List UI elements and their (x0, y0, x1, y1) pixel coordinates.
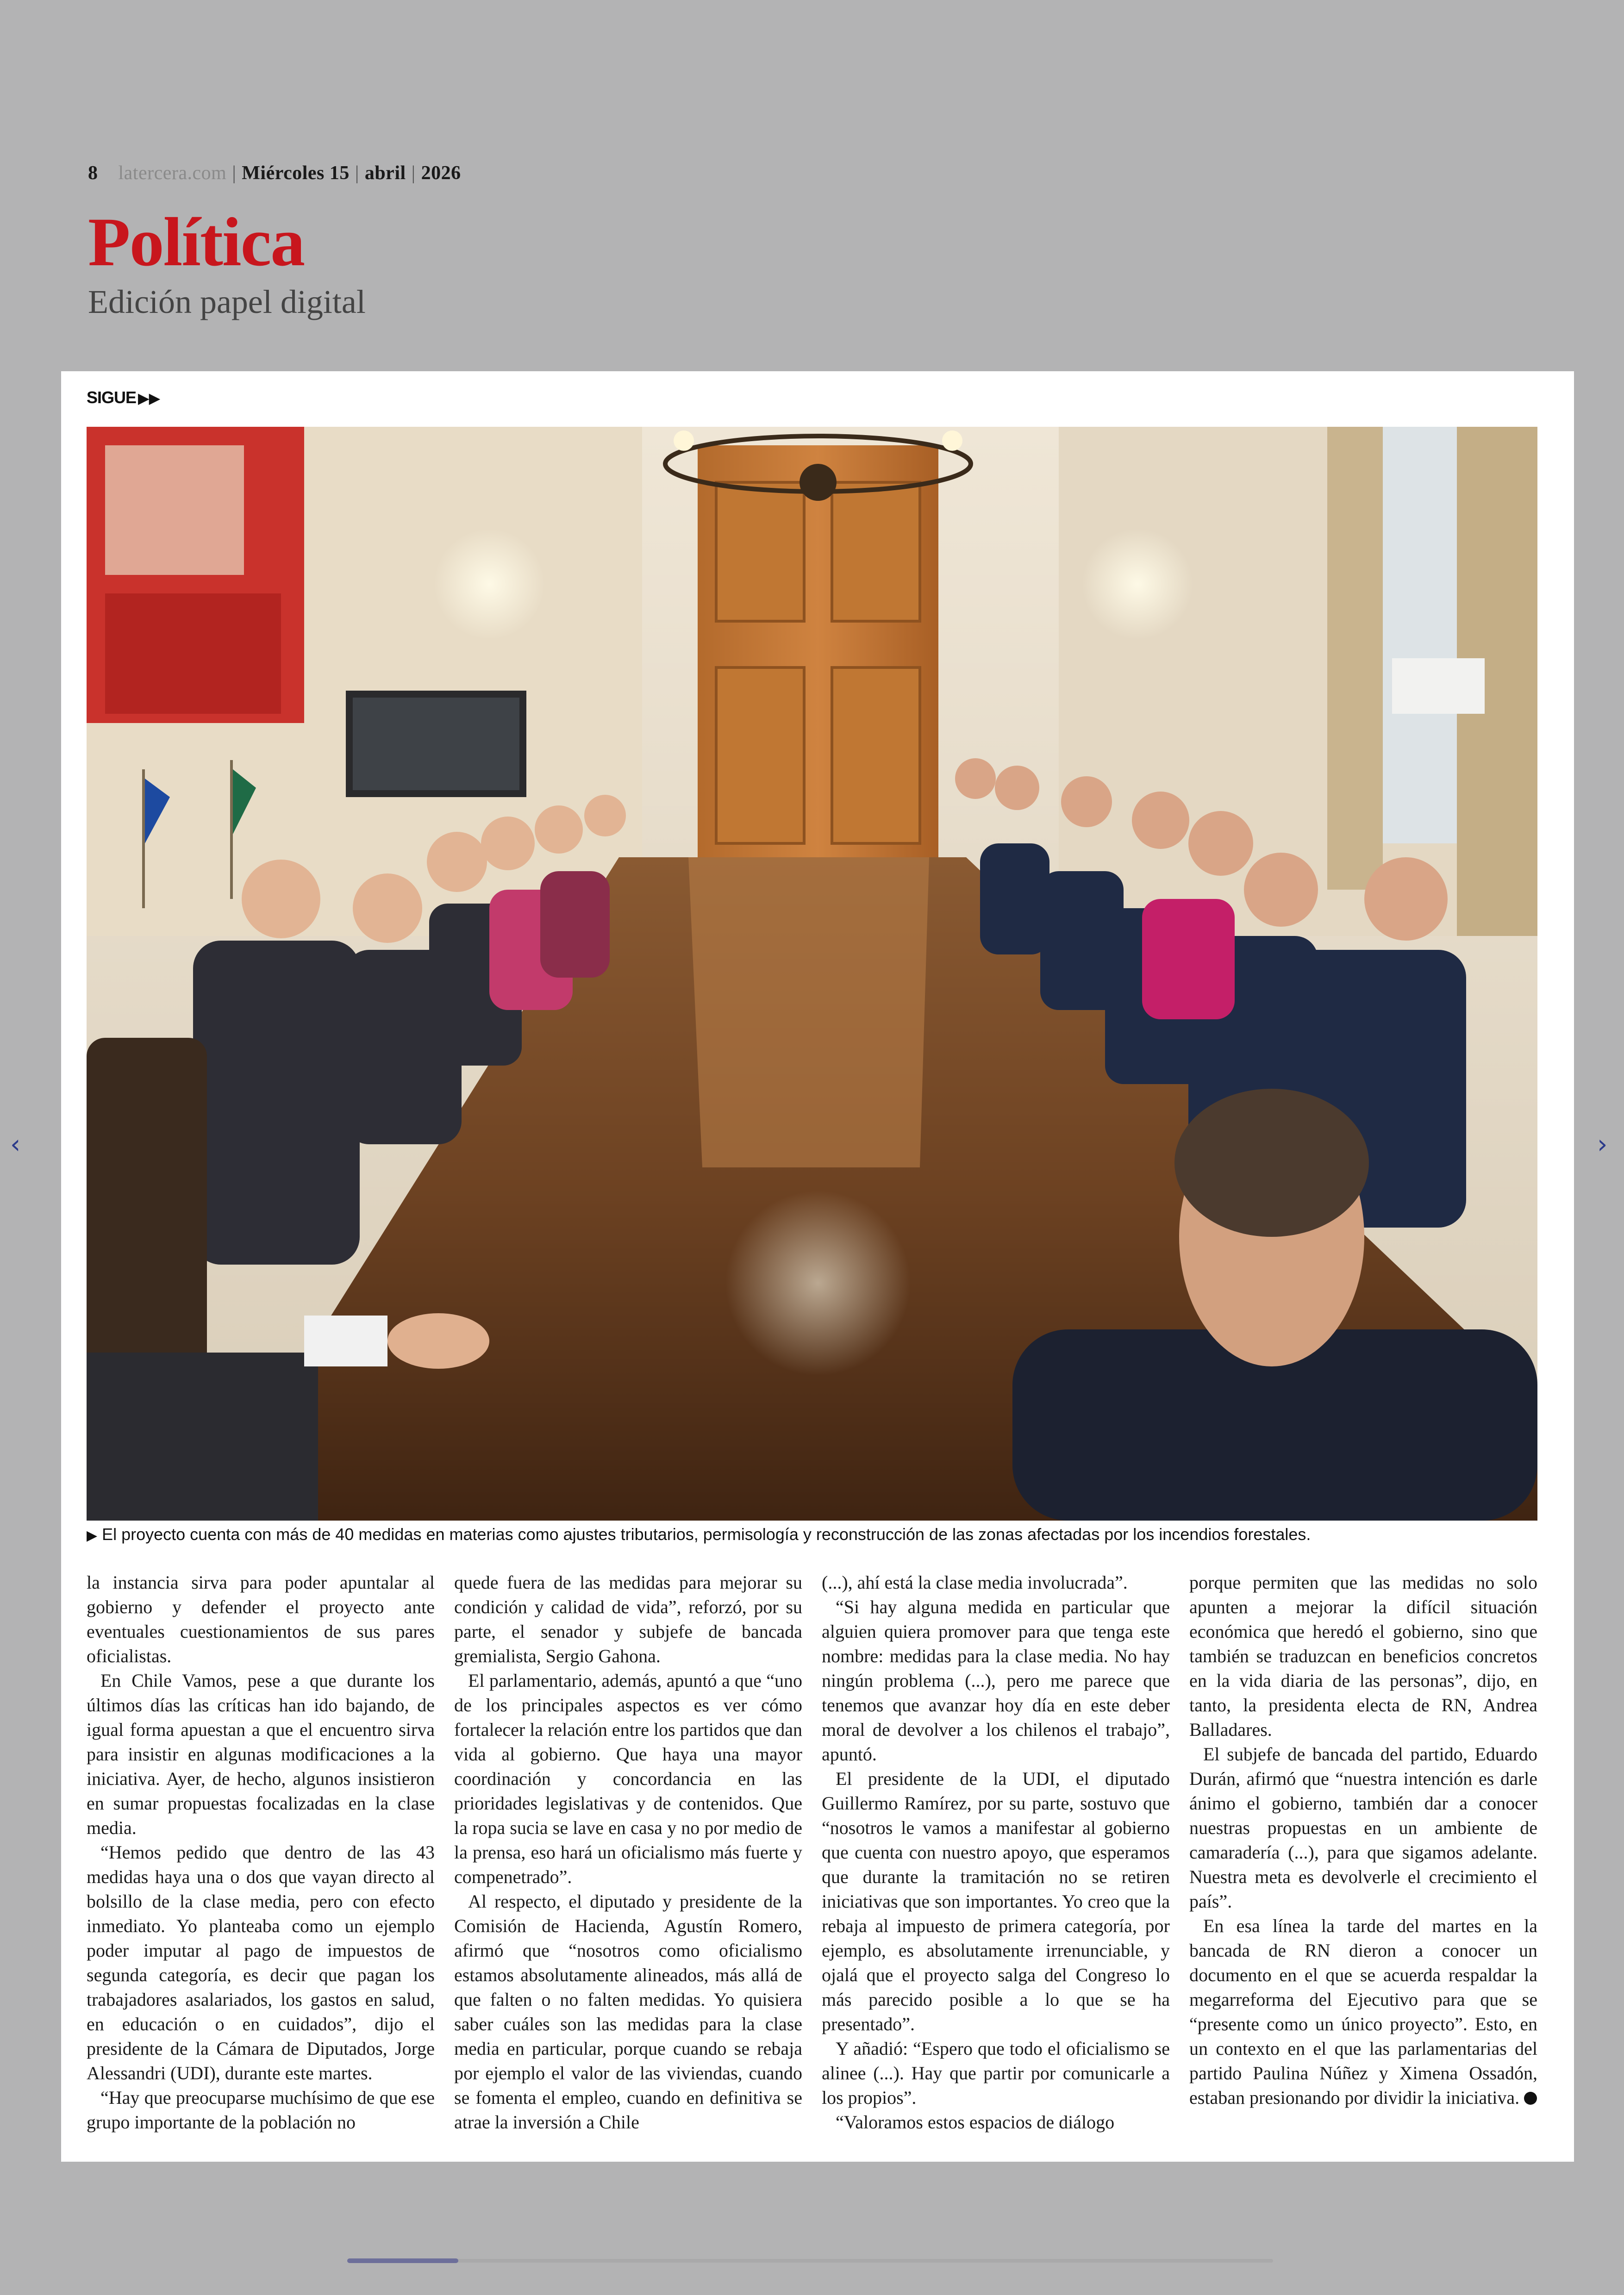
paragraph: (...), ahí está la clase media involucrada”. (822, 1572, 1128, 1593)
paragraph: “Valoramos estos espacios de diálogo (836, 2112, 1115, 2133)
newspaper-page (61, 371, 1574, 2162)
page-scrollbar-track[interactable] (347, 2259, 1273, 2263)
masthead (88, 162, 461, 318)
paragraph: “Hemos pedido que dentro de las 43 medidas haya una o dos que vayan directo al bolsillo de la clase media, pero con efecto inmediato. Yo planteaba como un ejemplo poder imputar al pago de impuestos de segunda categoría, es decir que pagan los trabajadores asalariados, los gastos en salud, en educación o en cuidados”, dijo el presidente de la Cámara de Diputados, Jorge Alessandri (UDI), durante este martes. (87, 1842, 435, 2083)
date-month: abril (364, 162, 406, 184)
end-of-article-icon (1524, 2092, 1537, 2105)
double-arrow-icon: ▶▶ (138, 390, 160, 406)
date-weekday: Miércoles 15 (242, 162, 350, 184)
paragraph: “Si hay alguna medida en particular que alguien quiera promover para que tenga este nombre: medidas para la clase media. No hay ningún problema (...), pero me parece que tenemos que avanzar hoy día en este deber moral de devolver a los chilenos el trabajo”, apuntó. (822, 1597, 1170, 1765)
paragraph: quede fuera de las medidas para mejorar su condición y calidad de vida”, reforzó, por su parte, el senador y subjefe de bancada gremialista, Sergio Gahona. (454, 1572, 802, 1666)
meeting-photo (87, 427, 1537, 1521)
paragraph: “Hay que preocuparse muchísimo de que ese grupo importante de la población no (87, 2087, 435, 2133)
article-body (87, 1570, 1537, 2135)
page-scrollbar-thumb[interactable] (347, 2258, 458, 2263)
continuation-label: SIGUE ▶▶ (87, 388, 160, 407)
prev-page-button[interactable]: ‹ (10, 1129, 21, 1160)
paragraph: Y añadió: “Espero que todo el oficialismo se alinee (...). Hay que partir por comunicarle a los propios”. (822, 2038, 1170, 2108)
edition-subtitle: Edición papel digital (88, 283, 366, 320)
next-page-button[interactable]: › (1597, 1129, 1608, 1160)
article-column-4 (1189, 1570, 1537, 2110)
article-column-2 (454, 1570, 802, 2134)
dateline: 8 latercera.com | Miércoles 15 | abril | 2026 (88, 162, 461, 184)
paragraph: En esa línea la tarde del martes en la bancada de RN dieron a conocer un documento en el que se acuerda respaldar la megarreforma del Ejecutivo para que se “presente como un único proyecto”. Esto, en un contexto en el que las parlamentarias del partido Paulina Núñez y Ximena Ossadón, estaban presionando por dividir la iniciativa. (1189, 1915, 1537, 2108)
section-title: Política (88, 204, 305, 281)
article-column-1 (87, 1570, 435, 2134)
paragraph: la instancia sirva para poder apuntalar al gobierno y defender el proyecto ante eventuales cuestionamientos de sus pares oficialistas. (87, 1572, 435, 1666)
paragraph: Al respecto, el diputado y presidente de la Comisión de Hacienda, Agustín Romero, afirmó que “nosotros como oficialismo estamos absolutamente alineados, más allá de que falten o no falten medidas. Yo quisiera saber cuáles son las medidas para la clase media en particular, porque cuando se rebaja por ejemplo el valor de las viviendas, cuando se fomenta el empleo, cuando en definitiva se atrae la inversión a Chile (454, 1891, 802, 2133)
photo-caption: ▶ El proyecto cuenta con más de 40 medidas en materias como ajustes tributarios, permisología y reconstrucción de las zonas afectadas por los incendios forestales. (87, 1525, 1311, 1544)
date-year: 2026 (421, 162, 461, 184)
paragraph: En Chile Vamos, pese a que durante los últimos días las críticas han ido bajando, de igual forma apuestan a que el encuentro sirva para insistir en algunas modificaciones a la iniciativa. Ayer, de hecho, algunos insistieron en sumar propuestas focalizadas en la clase media. (87, 1670, 435, 1838)
site-name: latercera.com (118, 162, 227, 184)
paragraph: El parlamentario, además, apuntó a que “uno de los principales aspectos es ver cómo fortalecer la relación entre los partidos que dan vida al gobierno. Que haya una mayor coordinación y concordancia en las prioridades legislativas y de contenidos. Que la ropa sucia se lave en casa y no por medio de la prensa, eso hará un oficialismo más fuerte y compenetrado”. (454, 1670, 802, 1887)
page-number: 8 (88, 162, 98, 184)
article-column-3 (822, 1570, 1170, 2134)
paragraph: El presidente de la UDI, el diputado Guillermo Ramírez, por su parte, sostuvo que “nosotros le vamos a manifestar al gobierno que cuenta con nuestro apoyo, que esperamos que durante la tramitación no se retiren iniciativas que son importantes. Yo creo que la rebaja al impuesto de primera categoría, por ejemplo, es absolutamente irrenunciable, y ojalá que el proyecto salga del Congreso lo más parecido posible a lo que se ha presentado”. (822, 1768, 1170, 2034)
paragraph: porque permiten que las medidas no solo apunten a mejorar la difícil situación económica que heredó el gobierno, sino que también se traduzcan en beneficios concretos en la vida diaria de las personas”, dijo, en tanto, la presidenta electa de RN, Andrea Balladares. (1189, 1572, 1537, 1740)
paragraph: El subjefe de bancada del partido, Eduardo Durán, afirmó que “nuestra intención es darle ánimo el gobierno, también dar a conocer nuestras propuestas en un ambiente de camaradería (...), para que sigamos adelante. Nuestra meta es devolverle el crecimiento el país”. (1189, 1744, 1537, 1912)
caption-arrow-icon: ▶ (87, 1528, 98, 1543)
